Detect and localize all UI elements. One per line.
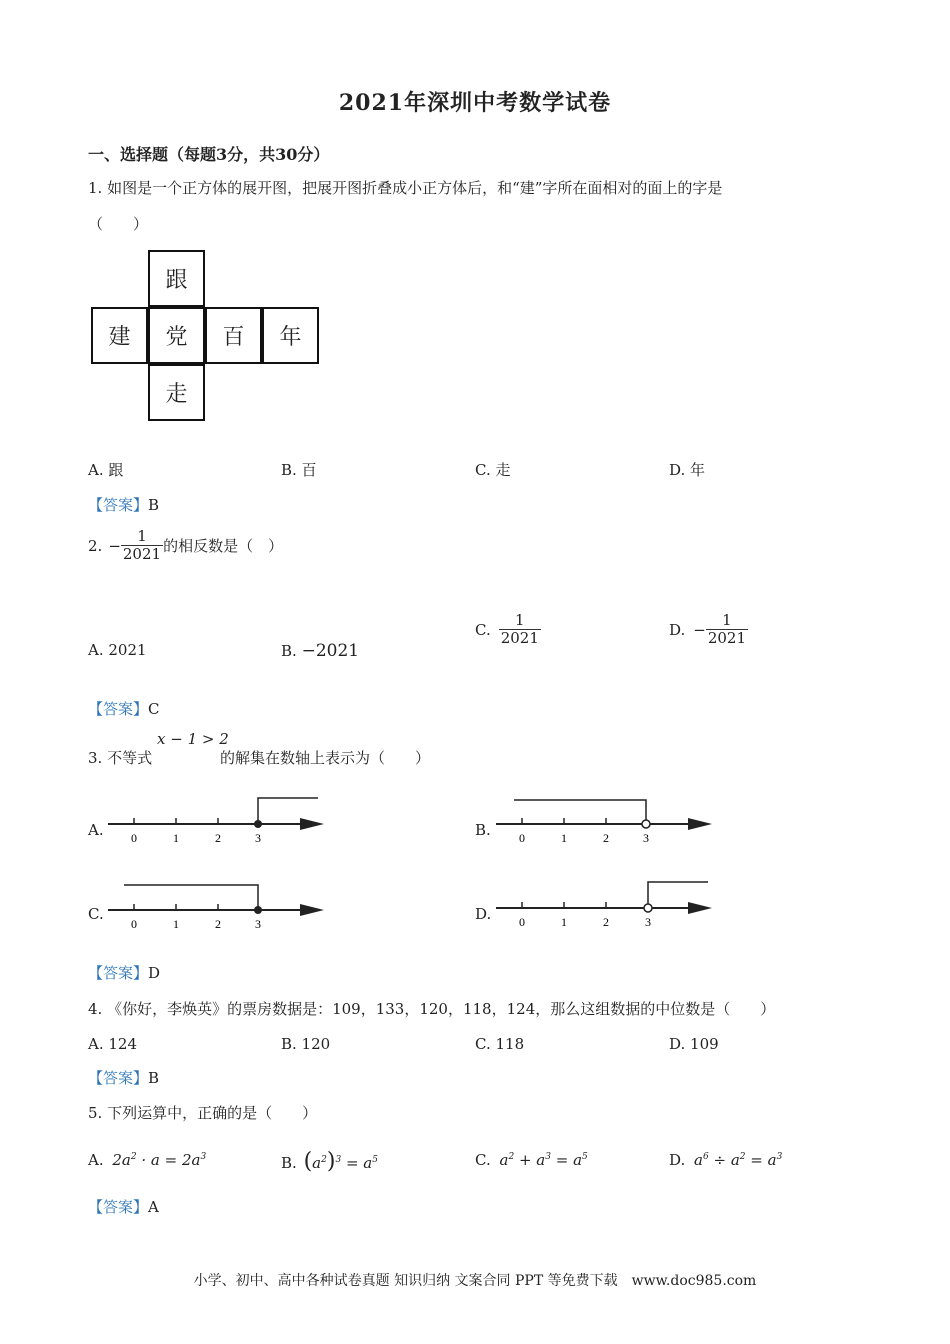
- q2-option-d: D. − $\frac{1}{2021}$: [669, 611, 747, 648]
- q1-option-b: B. 百: [281, 461, 317, 479]
- tick-2: 2: [215, 831, 221, 845]
- q5-stem: 5. 下列运算中，正确的是（ ）: [88, 1104, 318, 1122]
- q3-stem-post: 的解集在数轴上表示为（ ）: [220, 749, 431, 767]
- q1-stem: 1. 如图是一个正方体的展开图，把展开图折叠成小正方体后，和“建”字所在面相对的面上的字是: [88, 179, 723, 197]
- q1-option-c: C. 走: [475, 461, 511, 479]
- q3-label-b: B.: [475, 821, 491, 839]
- q3-label-d: D.: [475, 905, 492, 923]
- q3-label-a: A.: [88, 821, 104, 839]
- net-cell-right1: 百: [205, 307, 262, 364]
- net-cell-center: 党: [148, 307, 205, 364]
- q5-option-b: B. $(a^2)^3 = a^5$: [281, 1149, 378, 1174]
- tick-3: 3: [645, 915, 651, 929]
- q4-option-a: A. 124: [88, 1035, 137, 1053]
- q1-option-d: D. 年: [669, 461, 706, 479]
- tick-1: 1: [561, 831, 567, 845]
- page-title: 2021年深圳中考数学试卷: [338, 90, 612, 116]
- q3-stem-pre: 3. 不等式: [88, 749, 153, 767]
- q5-option-c: C. $a^2 + a^3 = a^5$: [475, 1151, 588, 1169]
- q2-stem: 2. − $\frac{1}{2021}$ 的相反数是（ ）: [88, 527, 284, 564]
- tick-1: 1: [561, 915, 567, 929]
- tick-2: 2: [603, 831, 609, 845]
- number-line-a: [108, 792, 328, 848]
- tick-0: 0: [519, 831, 525, 845]
- q4-option-d: D. 109: [669, 1035, 719, 1053]
- number-line-c: [108, 876, 328, 932]
- q4-option-b: B. 120: [281, 1035, 331, 1053]
- q4-option-c: C. 118: [475, 1035, 525, 1053]
- q3-answer: 【答案】D: [88, 964, 161, 982]
- tick-3: 3: [255, 831, 261, 845]
- tick-0: 0: [131, 831, 137, 845]
- q4-stem: 4. 《你好，李焕英》的票房数据是：109，133，120，118，124，那么这组数据的中位数是（ ）: [88, 1000, 776, 1018]
- tick-3: 3: [255, 917, 261, 931]
- net-cell-top: 跟: [148, 250, 205, 307]
- q4-answer: 【答案】B: [88, 1069, 160, 1087]
- number-line-b: [496, 792, 716, 848]
- tick-3: 3: [643, 831, 649, 845]
- q5-answer: 【答案】A: [88, 1198, 159, 1216]
- tick-2: 2: [215, 917, 221, 931]
- q2-fraction: $\frac{1}{2021}$: [122, 527, 162, 564]
- q2-option-c: C. $\frac{1}{2021}$: [475, 611, 539, 648]
- q1-paren: （ ）: [88, 215, 149, 233]
- net-cell-bottom: 走: [148, 364, 205, 421]
- net-cell-left: 建: [91, 307, 148, 364]
- q2-option-b: B. −2021: [281, 641, 360, 661]
- net-cell-right2: 年: [262, 307, 319, 364]
- section-heading: 一、选择题（每题3分，共30分）: [88, 145, 330, 164]
- q3-inequality: x − 1 > 2: [157, 730, 229, 748]
- tick-2: 2: [603, 915, 609, 929]
- q1-option-a: A. 跟: [88, 461, 124, 479]
- number-line-d: [496, 876, 716, 932]
- tick-0: 0: [131, 917, 137, 931]
- tick-1: 1: [173, 831, 179, 845]
- tick-0: 0: [519, 915, 525, 929]
- q5-option-d: D. $a^6 \div a^2 = a^3$: [669, 1151, 783, 1169]
- tick-1: 1: [173, 917, 179, 931]
- q3-label-c: C.: [88, 905, 104, 923]
- q5-option-a: A. $2a^2 \cdot a = 2a^3$: [88, 1151, 207, 1169]
- q2-option-a: A. 2021: [88, 641, 147, 659]
- q2-answer: 【答案】C: [88, 700, 160, 718]
- page-footer: 小学、初中、高中各种试卷真题 知识归纳 文案合同 PPT 等免费下载 www.doc985.com: [193, 1273, 757, 1289]
- q1-answer: 【答案】B: [88, 496, 160, 514]
